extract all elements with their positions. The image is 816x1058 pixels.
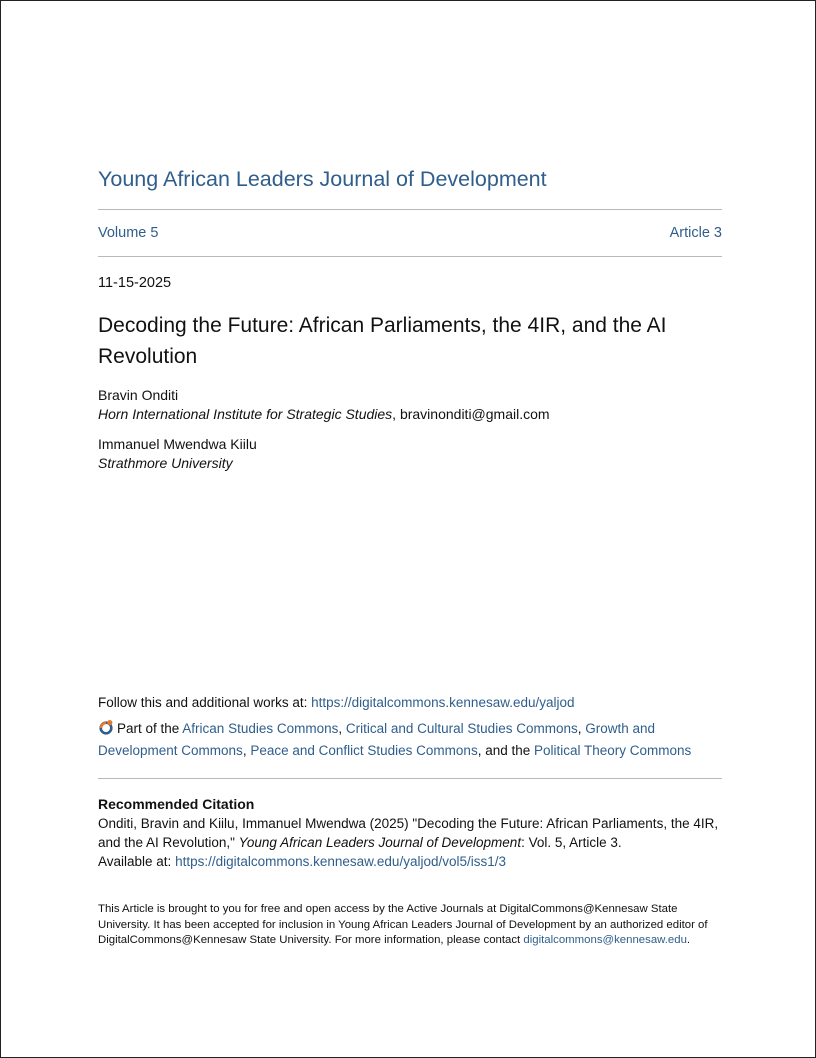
commons-link-peace-conflict-studies[interactable]: Peace and Conflict Studies Commons	[250, 743, 478, 758]
commons-network-icon	[98, 719, 114, 735]
author-name: Bravin Onditi	[98, 387, 179, 403]
citation-text	[98, 814, 722, 852]
publication-date: 11-15-2025	[98, 275, 172, 291]
commons-link-critical-cultural-studies[interactable]: Critical and Cultural Studies Commons	[345, 721, 578, 736]
available-prefix: Available at:	[98, 854, 176, 869]
author-block	[98, 386, 722, 424]
citation-url-link[interactable]: https://digitalcommons.kennesaw.edu/yaljod/vol5/iss1/3	[175, 854, 506, 869]
access-notice-end: .	[686, 934, 691, 946]
repository-link[interactable]: https://digitalcommons.kennesaw.edu/yaljod	[311, 695, 575, 710]
access-notice	[98, 902, 722, 949]
article-title: Decoding the Future: African Parliaments, the 4IR, and the AI Revolution	[98, 314, 667, 368]
volume-link[interactable]: Volume 5	[98, 225, 159, 241]
article-number-link[interactable]: Article 3	[669, 225, 722, 241]
divider	[98, 778, 722, 779]
author-affiliation: Horn International Institute for Strategic Studies	[98, 406, 393, 422]
separator: ,	[577, 721, 586, 736]
journal-title-link[interactable]: Young African Leaders Journal of Development	[98, 167, 547, 191]
divider	[98, 256, 722, 257]
citation-heading: Recommended Citation	[98, 796, 255, 812]
follow-line	[98, 693, 722, 713]
citation-authors: Onditi, Bravin and Kiilu, Immanuel Mwendwa (2025) "Decoding the Future: African Parliaments, the 4IR, and the AI Revolution,"	[98, 816, 719, 850]
separator-and: , and the	[477, 743, 534, 758]
contact-email-link[interactable]: digitalcommons@kennesaw.edu	[523, 934, 687, 946]
author-name: Immanuel Mwendwa Kiilu	[98, 436, 257, 452]
part-of-prefix: Part of the	[117, 721, 183, 736]
author-affiliation: Strathmore University	[98, 455, 233, 471]
citation-volume: : Vol. 5, Article 3.	[521, 835, 622, 850]
author-email: , bravinonditi@gmail.com	[392, 406, 550, 422]
commons-link-african-studies[interactable]: African Studies Commons	[182, 721, 339, 736]
divider	[98, 209, 722, 210]
commons-link-political-theory[interactable]: Political Theory Commons	[534, 743, 692, 758]
volume-article-row	[98, 223, 722, 243]
recommended-citation	[98, 795, 722, 871]
citation-journal: Young African Leaders Journal of Development	[238, 835, 522, 850]
separator: ,	[338, 721, 346, 736]
citation-available	[98, 852, 722, 871]
author-block	[98, 435, 722, 473]
commons-link-growth-development[interactable]: Growth and Development Commons	[98, 721, 656, 758]
separator: ,	[242, 743, 251, 758]
part-of-commons	[98, 718, 722, 762]
follow-prefix: Follow this and additional works at:	[98, 695, 312, 710]
access-notice-text: This Article is brought to you for free and open access by the Active Journals at DigitalCommons@Kennesaw State University. It has been accepted for inclusion in Young African Leaders Journal of Development by an authorized editor of DigitalCommons@Kennesaw State University. For more information, please contact	[98, 903, 708, 946]
author-affiliation-line	[98, 405, 722, 424]
